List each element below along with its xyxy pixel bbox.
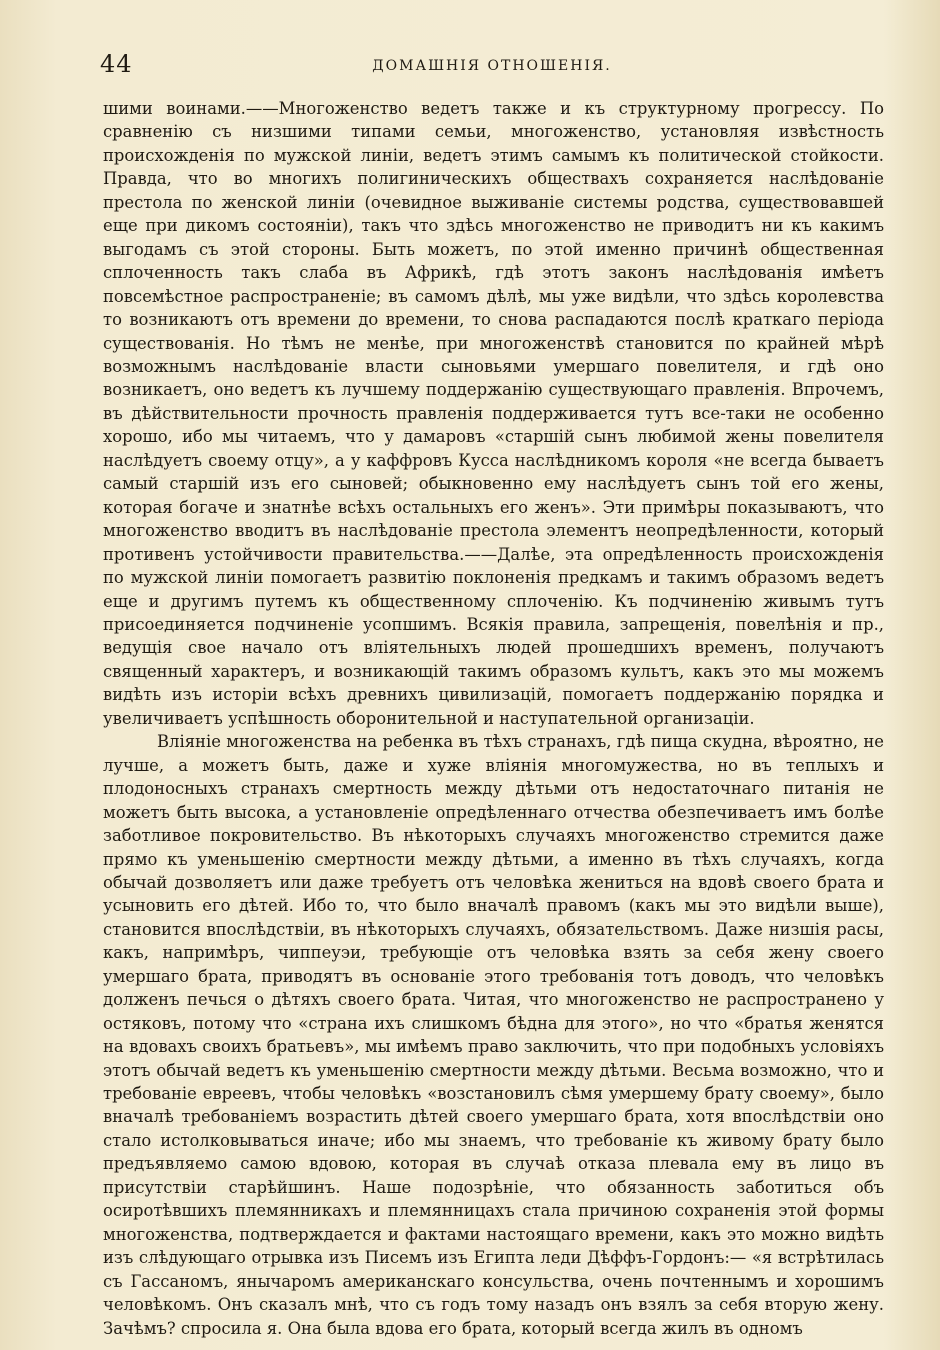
body-text (103, 97, 884, 1340)
page-number: 44 (100, 50, 133, 78)
running-title: ДОМАШНІЯ ОТНОШЕНІЯ. (372, 58, 612, 74)
paragraph: Вліяніе многоженства на ребенка въ тѣхъ странахъ, гдѣ пища скудна, вѣроятно, не лучше, а можетъ быть, даже и хуже вліянія многомужества, но въ теплыхъ и плодоносныхъ странахъ смертность между дѣтьми отъ недостаточнаго питанія не можетъ быть высока, а установленіе опредѣленнаго отчества обезпечиваетъ имъ болѣе заботливое покровительство. Въ нѣкоторыхъ случаяхъ многоженство стремится даже прямо къ уменьшенію смертности между дѣтьми, а именно въ тѣхъ случаяхъ, когда обычай дозволяетъ или даже требуетъ отъ человѣка жениться на вдовѣ своего брата и усыновить его дѣтей. Ибо то, что было вначалѣ правомъ (какъ мы это видѣли выше), становится впослѣдствіи, въ нѣкоторыхъ случаяхъ, обязательствомъ. Даже низшія расы, какъ, напримѣръ, чиппеуэи, требующіе отъ человѣка взять за себя жену своего умершаго брата, приводятъ въ основаніе этого требованія тотъ доводъ, что человѣкъ долженъ печься о дѣтяхъ своего брата. Читая, что многоженство не распространено у остяковъ, потому что «страна ихъ слишкомъ бѣдна для этого», но что «братья женятся на вдовахъ своихъ братьевъ», мы имѣемъ право заключить, что при подобныхъ условіяхъ этотъ обычай ведетъ къ уменьшенію смертности между дѣтьми. Весьма возможно, что и требованіе евреевъ, чтобы человѣкъ «возстановилъ сѣмя умершему брату своему», было вначалѣ требованіемъ возрастить дѣтей своего умершаго брата, хотя впослѣдствіи оно стало истолковываться иначе; ибо мы знаемъ, что требованіе къ живому брату было предъявляемо самою вдовою, которая въ случаѣ отказа плевала ему въ лицо въ присутствіи старѣйшинъ. Наше подозрѣніе, что обязанность заботиться объ осиротѣвшихъ племянникахъ и племянницахъ стала причиною сохраненія этой формы многоженства, подтверждается и фактами настоящаго времени, какъ это можно видѣть изъ слѣдующаго отрывка изъ Писемъ изъ Египта леди Дѣффъ-Гордонъ:— «я встрѣтилась съ Гассаномъ, янычаромъ американскаго консульства, очень почтеннымъ и хорошимъ человѣкомъ. Онъ сказалъ мнѣ, что съ годъ тому назадъ онъ взялъ за себя вторую жену. Зачѣмъ? спросила я. Она была вдова его брата, который всегда жилъ въ одномъ (103, 732, 884, 1338)
paragraph: шими воинами.——Многоженство ведетъ также и къ структурному прогрессу. По сравненію съ низшими типами семьи, многоженство, установляя извѣстность происхожденія по мужской линіи, ведетъ этимъ самымъ къ политической стойкости. Правда, что во многихъ полигиническихъ обществахъ сохраняется наслѣдованіе престола по женской линіи (очевидное выживаніе системы родства, существовавшей еще при дикомъ состояніи), такъ что здѣсь многоженство не приводитъ ни къ какимъ выгодамъ съ этой стороны. Быть можетъ, по этой именно причинѣ общественная сплоченность такъ слаба въ Африкѣ, гдѣ этотъ законъ наслѣдованія имѣетъ повсемѣстное распространеніе; въ самомъ дѣлѣ, мы уже видѣли, что здѣсь королевства то возникаютъ отъ времени до времени, то снова распадаются послѣ краткаго періода существованія. Но тѣмъ не менѣе, при многоженствѣ становится по крайней мѣрѣ возможнымъ наслѣдованіе власти сыновьями умершаго повелителя, и гдѣ оно возникаетъ, оно ведетъ къ лучшему поддержанію существующаго правленія. Впрочемъ, въ дѣйствительности прочность правленія поддерживается тутъ все-таки не особенно хорошо, ибо мы читаемъ, что у дамаровъ «старшій сынъ любимой жены повелителя наслѣдуетъ своему отцу», а у каффровъ Кусса наслѣдникомъ короля «не всегда бываетъ самый старшій изъ его сыновей; обыкновенно ему наслѣдуетъ сынъ той его жены, которая богаче и знатнѣе всѣхъ остальныхъ его женъ». Эти примѣры показываютъ, что многоженство вводитъ въ наслѣдованіе престола элементъ неопредѣленности, который противенъ устойчивости правительства.——Далѣе, эта опредѣленность происхожденія по мужской линіи помогаетъ развитію поклоненія предкамъ и такимъ образомъ ведетъ еще и другимъ путемъ къ общественному сплоченію. Къ подчиненію живымъ тутъ присоединяется подчиненіе усопшимъ. Всякія правила, запрещенія, повелѣнія и пр., ведущія свое начало отъ вліятельныхъ людей прошедшихъ временъ, получаютъ священный характеръ, и возникающій такимъ образомъ культъ, какъ это мы можемъ видѣть изъ исторіи всѣхъ древнихъ цивилизацій, помогаетъ поддержанію порядка и увеличиваетъ успѣшность оборонительной и наступательной организаціи. (103, 99, 884, 728)
page-header (100, 50, 884, 84)
